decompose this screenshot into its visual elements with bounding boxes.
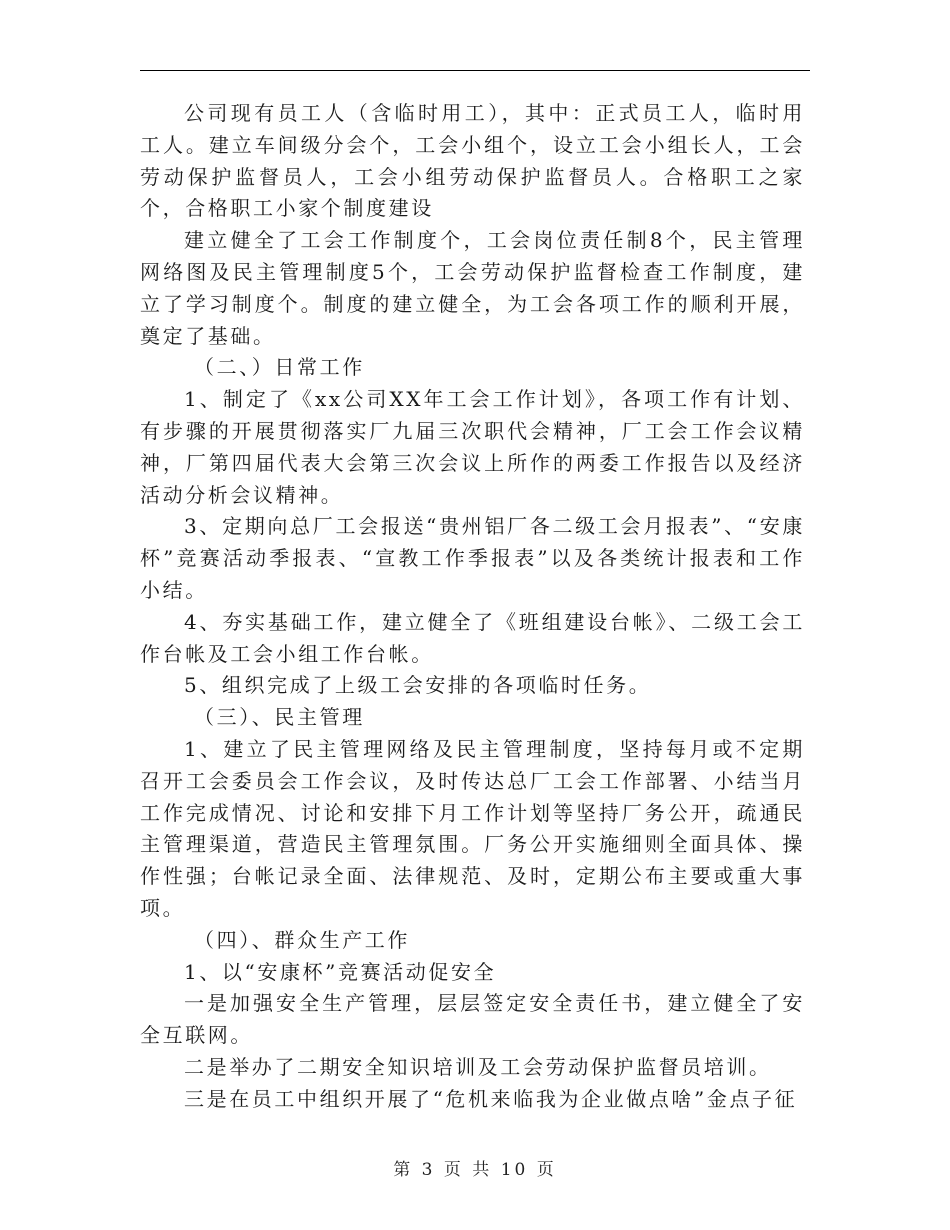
body-paragraph: 1、以“安康杯”竞赛活动促安全: [184, 959, 497, 984]
body-paragraph: 公司现有员工人（含临时用工），其中：正式员工人，临时用工人。建立车间级分会个，工会小组个，设立工会小组长人，工会劳动保护监督员人，工会小组劳动保护监督员人。合格职工之家个，合格职工小家个制度建设: [140, 101, 805, 221]
body-paragraph: 三是在员工中组织开展了“危机来临我为企业做点啥”金点子征: [184, 1086, 798, 1111]
section-heading: （四）、群众生产工作: [194, 927, 410, 952]
section-heading: （二、）日常工作: [194, 355, 365, 380]
body-paragraph: 1、建立了民主管理网络及民主管理制度，坚持每月或不定期召开工会委员会工作会议，及时传达总厂工会工作部署、小结当月工作完成情况、讨论和安排下月工作计划等坚持厂务公开，疏通民主管理渠道，营造民主管理氛围。厂务公开实施细则全面具体、操作性强；台帐记录全面、法律规范、及时，定期公布主要或重大事项。: [140, 736, 805, 920]
page-number: 第 3 页 共 10 页: [393, 1160, 557, 1180]
body-paragraph: 建立健全了工会工作制度个，工会岗位责任制8个，民主管理网络图及民主管理制度5个，工会劳动保护监督检查工作制度，建立了学习制度个。制度的建立健全，为工会各项工作的顺利开展，奠定了基础。: [140, 228, 805, 348]
body-paragraph: 5、组织完成了上级工会安排的各项临时任务。: [184, 673, 652, 698]
section-heading: （三）、民主管理: [194, 705, 365, 730]
body-paragraph: 一是加强安全生产管理，层层签定安全责任书，建立健全了安全互联网。: [140, 991, 805, 1048]
document-body: [140, 98, 805, 1116]
body-paragraph: 1、制定了《xx公司XX年工会工作计划》，各项工作有计划、有步骤的开展贯彻落实厂九届三次职代会精神，厂工会工作会议精神，厂第四届代表大会第三次会议上所作的两委工作报告以及经济活动分析会议精神。: [140, 387, 805, 507]
body-paragraph: 4、夯实基础工作，建立健全了《班组建设台帐》、二级工会工作台帐及工会小组工作台帐。: [140, 609, 805, 666]
body-paragraph: 3、定期向总厂工会报送“贵州铝厂各二级工会月报表”、“安康杯”竞赛活动季报表、“宣教工作季报表”以及各类统计报表和工作小结。: [140, 514, 805, 602]
header-rule: [140, 70, 810, 71]
body-paragraph: 二是举办了二期安全知识培训及工会劳动保护监督员培训。: [184, 1054, 772, 1079]
